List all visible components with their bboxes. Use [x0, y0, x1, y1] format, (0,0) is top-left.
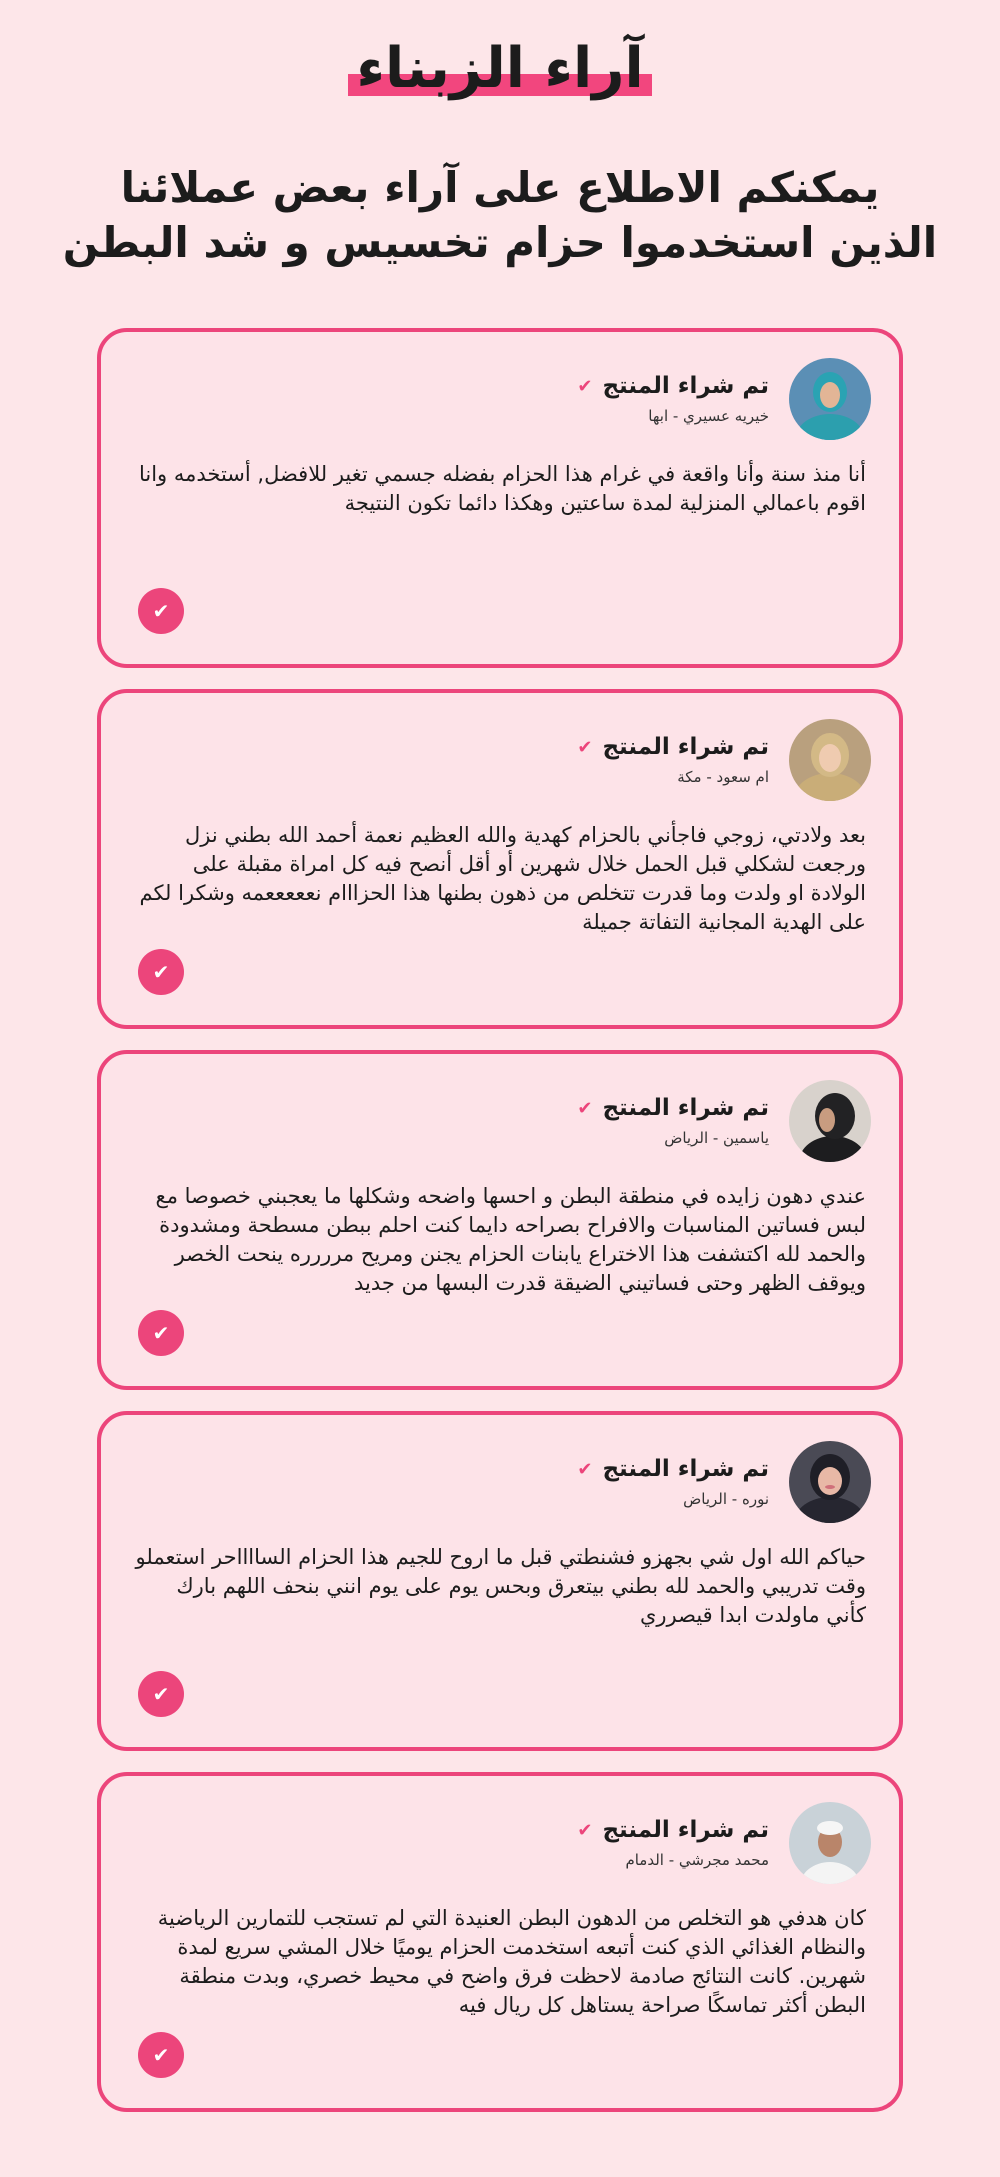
check-icon: ✔	[577, 1097, 593, 1119]
reviewer-name: ياسمين - الرياض	[664, 1129, 769, 1147]
avatar	[789, 1802, 871, 1884]
reviewer-photo-hijab-black	[789, 1080, 871, 1162]
reviewer-photo-hijab-teal	[789, 358, 871, 440]
review-header	[577, 1441, 871, 1523]
check-icon: ✔	[577, 375, 593, 397]
review-header-text	[577, 373, 769, 425]
reviewer-name: نوره - الرياض	[683, 1490, 769, 1508]
check-circle-icon: ✔	[138, 949, 184, 995]
reviewer-name: محمد مجرشي - الدمام	[625, 1851, 769, 1869]
purchased-label: تم شراء المنتج	[602, 1817, 769, 1843]
review-text: أنا منذ سنة وأنا واقعة في غرام هذا الحزام بفضله جسمي تغير للافضل, أستخدمه وانا اقوم باعمالي المنزلية لمدة ساعتين وهكذا دائما تكون النتيجة	[138, 462, 866, 515]
review-header-text	[577, 1817, 769, 1869]
reviewer-name: خيريه عسيري - ابها	[648, 407, 769, 425]
check-circle-icon: ✔	[138, 1671, 184, 1717]
check-circle-icon: ✔	[138, 2032, 184, 2078]
page-header	[0, 38, 1000, 100]
purchased-label: تم شراء المنتج	[602, 373, 769, 399]
reviewer-photo-man-white-cap	[789, 1802, 871, 1884]
review-card	[97, 1772, 903, 2112]
review-card	[97, 328, 903, 668]
purchased-label: تم شراء المنتج	[602, 1456, 769, 1482]
check-icon: ✔	[577, 736, 593, 758]
check-circle-icon: ✔	[138, 1310, 184, 1356]
purchased-row	[577, 1456, 769, 1482]
review-header	[577, 358, 871, 440]
reviewer-photo-hijab-dark	[789, 1441, 871, 1523]
check-icon: ✔	[577, 1819, 593, 1841]
check-icon: ✔	[577, 1458, 593, 1480]
purchased-row	[577, 373, 769, 399]
review-header	[577, 1080, 871, 1162]
review-card	[97, 689, 903, 1029]
purchased-row	[577, 1095, 769, 1121]
avatar	[789, 1080, 871, 1162]
purchased-row	[577, 1817, 769, 1843]
page-title	[348, 38, 651, 100]
avatar	[789, 358, 871, 440]
review-text: حياكم الله اول شي بجهزو فشنطتي قبل ما اروح للجيم هذا الحزام السااااحر استعملو وقت تدريبي والحمد لله بطني بيتعرق وبحس يوم على يوم انني بنحف اللهم بارك كأني ماولدت ابدا قيصرري	[135, 1545, 866, 1627]
purchased-row	[577, 734, 769, 760]
page-subtitle: يمكنكم الاطلاع على آراء بعض عملائنا الذين استخدموا حزام تخسيس و شد البطن	[62, 163, 938, 268]
review-card	[97, 1050, 903, 1390]
review-text: كان هدفي هو التخلص من الدهون البطن العنيدة التي لم تستجب للتمارين الرياضية والنظام الغذائي الذي كنت أتبعه استخدمت الحزام يوميًا خلال المشي سريع لمدة شهرين. كانت النتائج صادمة لاحظت فرق واضح في محيط خصري، وبدت منطقة البطن أكثر تماسكًا صراحة يستاهل كل ريال فيه	[157, 1906, 866, 2017]
review-text: بعد ولادتي، زوجي فاجأني بالحزام كهدية والله العظيم نعمة أحمد الله بطني نزل ورجعت لشكلي قبل الحمل خلال شهرين أو أقل أنصح فيه كل امراة مقبلة على الولادة او ولدت وما قدرت تتخلص من ذهون بطنها هذا الحزااام نعععععمه وشكرا لكم على الهدية المجانية التفاتة جميلة	[139, 823, 866, 934]
avatar	[789, 1441, 871, 1523]
review-header	[577, 1802, 871, 1884]
page-title-text: آراء الزبناء	[356, 36, 644, 101]
review-header	[577, 719, 871, 801]
purchased-label: تم شراء المنتج	[602, 1095, 769, 1121]
review-header-text	[577, 734, 769, 786]
purchased-label: تم شراء المنتج	[602, 734, 769, 760]
review-text: عندي دهون زايده في منطقة البطن و احسها واضحه وشكلها ما يعجبني خصوصا مع لبس فساتين المناسبات والافراح بصراحه دايما كنت احلم ببطن مسطحة ومشدودة والحمد لله اكتشفت هذا الاختراع يابنات الحزام يجنن ومريح مرررره ينحت الخصر ويوقف الظهر وحتى فساتيني الضيقة قدرت البسها من جديد	[155, 1184, 866, 1295]
check-circle-icon: ✔	[138, 588, 184, 634]
review-header-text	[577, 1095, 769, 1147]
reviewer-photo-hijab-beige	[789, 719, 871, 801]
reviewer-name: ام سعود - مكة	[677, 768, 769, 786]
review-card	[97, 1411, 903, 1751]
avatar	[789, 719, 871, 801]
review-header-text	[577, 1456, 769, 1508]
